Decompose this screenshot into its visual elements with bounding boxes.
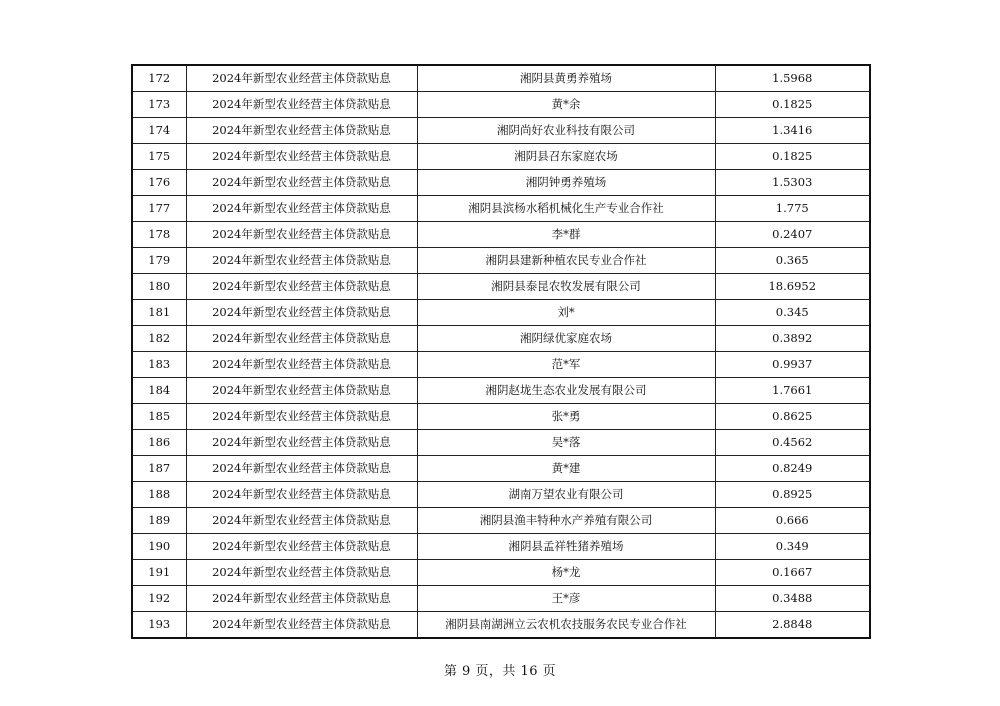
table-row	[132, 274, 870, 300]
recipient-cell: 湘阴绿优家庭农场	[417, 326, 715, 352]
amount-cell: 2.8848	[715, 612, 870, 639]
recipient-cell: 湘阴钟勇养殖场	[417, 170, 715, 196]
row-number-cell: 193	[132, 612, 186, 639]
project-cell: 2024年新型农业经营主体贷款贴息	[186, 534, 417, 560]
amount-cell: 1.7661	[715, 378, 870, 404]
page-number-footer: 第 9 页，共 16 页	[443, 664, 557, 679]
row-number-cell: 183	[132, 352, 186, 378]
table-body	[132, 65, 870, 638]
project-cell: 2024年新型农业经营主体贷款贴息	[186, 612, 417, 639]
recipient-cell: 李*群	[417, 222, 715, 248]
row-number-cell: 184	[132, 378, 186, 404]
project-cell: 2024年新型农业经营主体贷款贴息	[186, 92, 417, 118]
table-row	[132, 560, 870, 586]
amount-cell: 0.4562	[715, 430, 870, 456]
row-number-cell: 175	[132, 144, 186, 170]
project-cell: 2024年新型农业经营主体贷款贴息	[186, 586, 417, 612]
project-cell: 2024年新型农业经营主体贷款贴息	[186, 196, 417, 222]
table-row	[132, 144, 870, 170]
recipient-cell: 黄*余	[417, 92, 715, 118]
recipient-cell: 湘阴县黄勇养殖场	[417, 65, 715, 92]
amount-cell: 0.8925	[715, 482, 870, 508]
amount-cell: 0.666	[715, 508, 870, 534]
table-row	[132, 300, 870, 326]
recipient-cell: 湘阴县南湖洲立云农机农技服务农民专业合作社	[417, 612, 715, 639]
table-row	[132, 92, 870, 118]
amount-cell: 0.1667	[715, 560, 870, 586]
recipient-cell: 湘阴赵垅生态农业发展有限公司	[417, 378, 715, 404]
row-number-cell: 177	[132, 196, 186, 222]
amount-cell: 0.1825	[715, 144, 870, 170]
row-number-cell: 180	[132, 274, 186, 300]
table-row	[132, 118, 870, 144]
row-number-cell: 173	[132, 92, 186, 118]
table-row	[132, 456, 870, 482]
amount-cell: 0.8625	[715, 404, 870, 430]
project-cell: 2024年新型农业经营主体贷款贴息	[186, 430, 417, 456]
amount-cell: 0.2407	[715, 222, 870, 248]
amount-cell: 0.349	[715, 534, 870, 560]
row-number-cell: 191	[132, 560, 186, 586]
row-number-cell: 189	[132, 508, 186, 534]
recipient-cell: 吴*落	[417, 430, 715, 456]
row-number-cell: 176	[132, 170, 186, 196]
project-cell: 2024年新型农业经营主体贷款贴息	[186, 170, 417, 196]
table-row	[132, 352, 870, 378]
recipient-cell: 刘*	[417, 300, 715, 326]
project-cell: 2024年新型农业经营主体贷款贴息	[186, 352, 417, 378]
row-number-cell: 179	[132, 248, 186, 274]
table-row	[132, 170, 870, 196]
row-number-cell: 187	[132, 456, 186, 482]
recipient-cell: 王*彦	[417, 586, 715, 612]
project-cell: 2024年新型农业经营主体贷款贴息	[186, 508, 417, 534]
row-number-cell: 188	[132, 482, 186, 508]
project-cell: 2024年新型农业经营主体贷款贴息	[186, 326, 417, 352]
table-row	[132, 612, 870, 639]
amount-cell: 1.5303	[715, 170, 870, 196]
recipient-cell: 湘阴县建新种植农民专业合作社	[417, 248, 715, 274]
row-number-cell: 185	[132, 404, 186, 430]
amount-cell: 1.3416	[715, 118, 870, 144]
recipient-cell: 湘阴县孟祥牲猪养殖场	[417, 534, 715, 560]
recipient-cell: 湘阴县召东家庭农场	[417, 144, 715, 170]
table-row	[132, 508, 870, 534]
amount-cell: 1.775	[715, 196, 870, 222]
amount-cell: 0.365	[715, 248, 870, 274]
amount-cell: 18.6952	[715, 274, 870, 300]
project-cell: 2024年新型农业经营主体贷款贴息	[186, 274, 417, 300]
table-row	[132, 534, 870, 560]
project-cell: 2024年新型农业经营主体贷款贴息	[186, 560, 417, 586]
table-row	[132, 196, 870, 222]
project-cell: 2024年新型农业经营主体贷款贴息	[186, 482, 417, 508]
subsidy-table	[131, 64, 871, 639]
table-row	[132, 404, 870, 430]
table-row	[132, 378, 870, 404]
project-cell: 2024年新型农业经营主体贷款贴息	[186, 404, 417, 430]
recipient-cell: 杨*龙	[417, 560, 715, 586]
row-number-cell: 172	[132, 65, 186, 92]
recipient-cell: 张*勇	[417, 404, 715, 430]
table-row	[132, 65, 870, 92]
row-number-cell: 192	[132, 586, 186, 612]
project-cell: 2024年新型农业经营主体贷款贴息	[186, 118, 417, 144]
recipient-cell: 黄*建	[417, 456, 715, 482]
table-row	[132, 222, 870, 248]
project-cell: 2024年新型农业经营主体贷款贴息	[186, 300, 417, 326]
row-number-cell: 178	[132, 222, 186, 248]
project-cell: 2024年新型农业经营主体贷款贴息	[186, 222, 417, 248]
amount-cell: 0.3488	[715, 586, 870, 612]
table-row	[132, 326, 870, 352]
recipient-cell: 湖南万望农业有限公司	[417, 482, 715, 508]
table-row	[132, 482, 870, 508]
project-cell: 2024年新型农业经营主体贷款贴息	[186, 65, 417, 92]
recipient-cell: 湘阴县渔丰特种水产养殖有限公司	[417, 508, 715, 534]
table-row	[132, 430, 870, 456]
amount-cell: 0.1825	[715, 92, 870, 118]
project-cell: 2024年新型农业经营主体贷款贴息	[186, 144, 417, 170]
amount-cell: 0.3892	[715, 326, 870, 352]
amount-cell: 0.345	[715, 300, 870, 326]
project-cell: 2024年新型农业经营主体贷款贴息	[186, 456, 417, 482]
row-number-cell: 174	[132, 118, 186, 144]
row-number-cell: 190	[132, 534, 186, 560]
project-cell: 2024年新型农业经营主体贷款贴息	[186, 248, 417, 274]
row-number-cell: 181	[132, 300, 186, 326]
row-number-cell: 182	[132, 326, 186, 352]
row-number-cell: 186	[132, 430, 186, 456]
recipient-cell: 湘阴尚好农业科技有限公司	[417, 118, 715, 144]
table-row	[132, 586, 870, 612]
amount-cell: 1.5968	[715, 65, 870, 92]
amount-cell: 0.9937	[715, 352, 870, 378]
recipient-cell: 范*军	[417, 352, 715, 378]
table-row	[132, 248, 870, 274]
recipient-cell: 湘阴县滨杨水稻机械化生产专业合作社	[417, 196, 715, 222]
project-cell: 2024年新型农业经营主体贷款贴息	[186, 378, 417, 404]
amount-cell: 0.8249	[715, 456, 870, 482]
recipient-cell: 湘阴县泰昆农牧发展有限公司	[417, 274, 715, 300]
